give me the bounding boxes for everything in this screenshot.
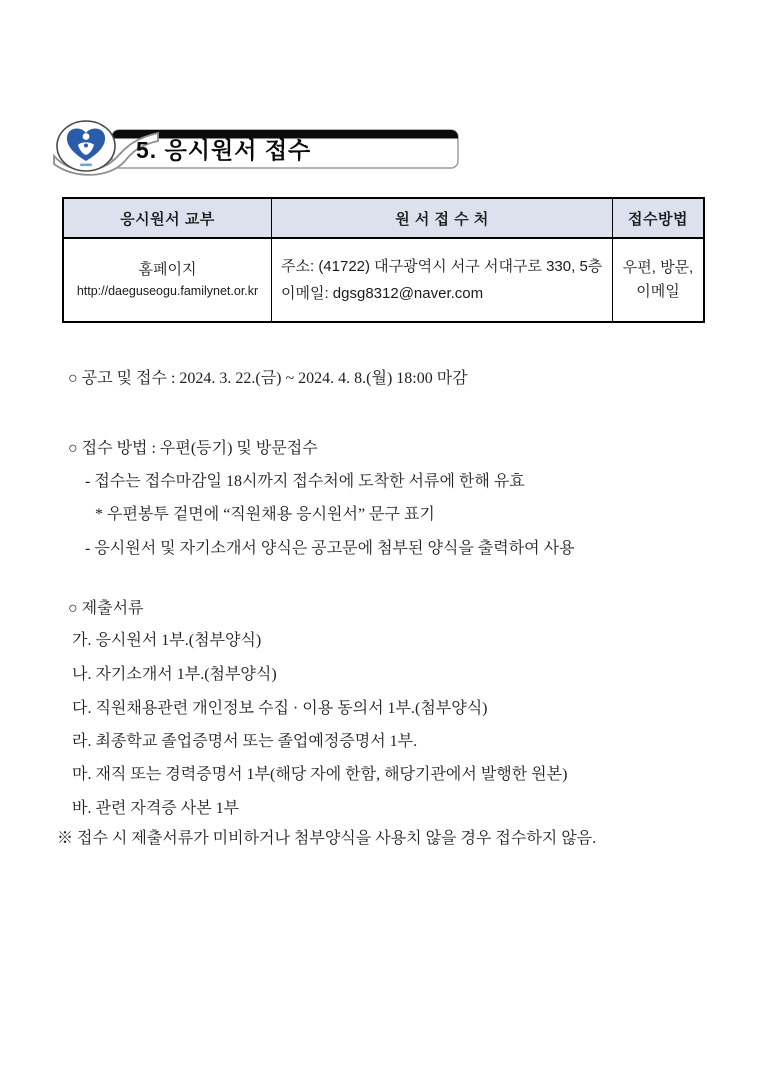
reception-cell [272, 239, 613, 321]
section-banner [50, 112, 470, 176]
issue-cell [64, 239, 272, 321]
section-title: 5. 응시원서 접수 [136, 137, 312, 163]
body-text [57, 362, 717, 849]
issue-url: http://daeguseogu.familynet.or.kr [76, 284, 259, 298]
issue-channel: 홈페이지 [138, 261, 197, 278]
reception-email: 이메일: dgsg8312@naver.com [281, 285, 484, 302]
logo-caption [80, 164, 92, 167]
form-print-line: - 응시원서 및 자기소개서 양식은 공고문에 첨부된 양식을 출력하여 사용 [85, 540, 575, 557]
method-line-1: 우편, 방문, [622, 259, 694, 276]
method-detail-line: - 접수는 접수마감일 18시까지 접수처에 도착한 서류에 한해 유효 [85, 473, 525, 490]
table-header-issue: 응시원서 교부 [64, 199, 272, 237]
table-header-row [64, 199, 703, 239]
notice-period-line: ○ 공고 및 접수 : 2024. 3. 22.(금) ~ 2024. 4. 8.(월) 18:00 마감 [68, 370, 468, 387]
reception-table [62, 197, 705, 323]
document-item-ba: 바. 관련 자격증 사본 1부 [72, 800, 240, 817]
table-header-reception: 원 서 접 수 처 [272, 199, 613, 237]
document-item-ra: 라. 최종학교 졸업증명서 또는 졸업예정증명서 1부. [72, 733, 418, 750]
method-heading-line: ○ 접수 방법 : 우편(등기) 및 방문접수 [68, 440, 318, 457]
document-item-ga: 가. 응시원서 1부.(첨부양식) [72, 632, 262, 649]
document-item-ma: 마. 재직 또는 경력증명서 1부(해당 자에 한함, 해당기관에서 발행한 원본) [72, 766, 568, 783]
envelope-note-line: * 우편봉투 겉면에 “직원채용 응시원서” 문구 표기 [95, 506, 435, 523]
method-cell [613, 239, 703, 321]
table-header-method: 접수방법 [628, 210, 688, 228]
documents-heading: ○ 제출서류 [68, 600, 144, 617]
reception-address: 주소: (41722) 대구광역시 서구 서대구로 330, 5층 [281, 258, 603, 275]
document-item-na: 나. 자기소개서 1부.(첨부양식) [72, 666, 277, 683]
method-line-2: 이메일 [636, 283, 680, 300]
rejection-note-line: ※ 접수 시 제출서류가 미비하거나 첨부양식을 사용치 않을 경우 접수하지 않음. [57, 830, 597, 847]
table-row [64, 239, 703, 321]
document-item-da: 다. 직원채용관련 개인정보 수집 · 이용 동의서 1부.(첨부양식) [72, 700, 488, 717]
